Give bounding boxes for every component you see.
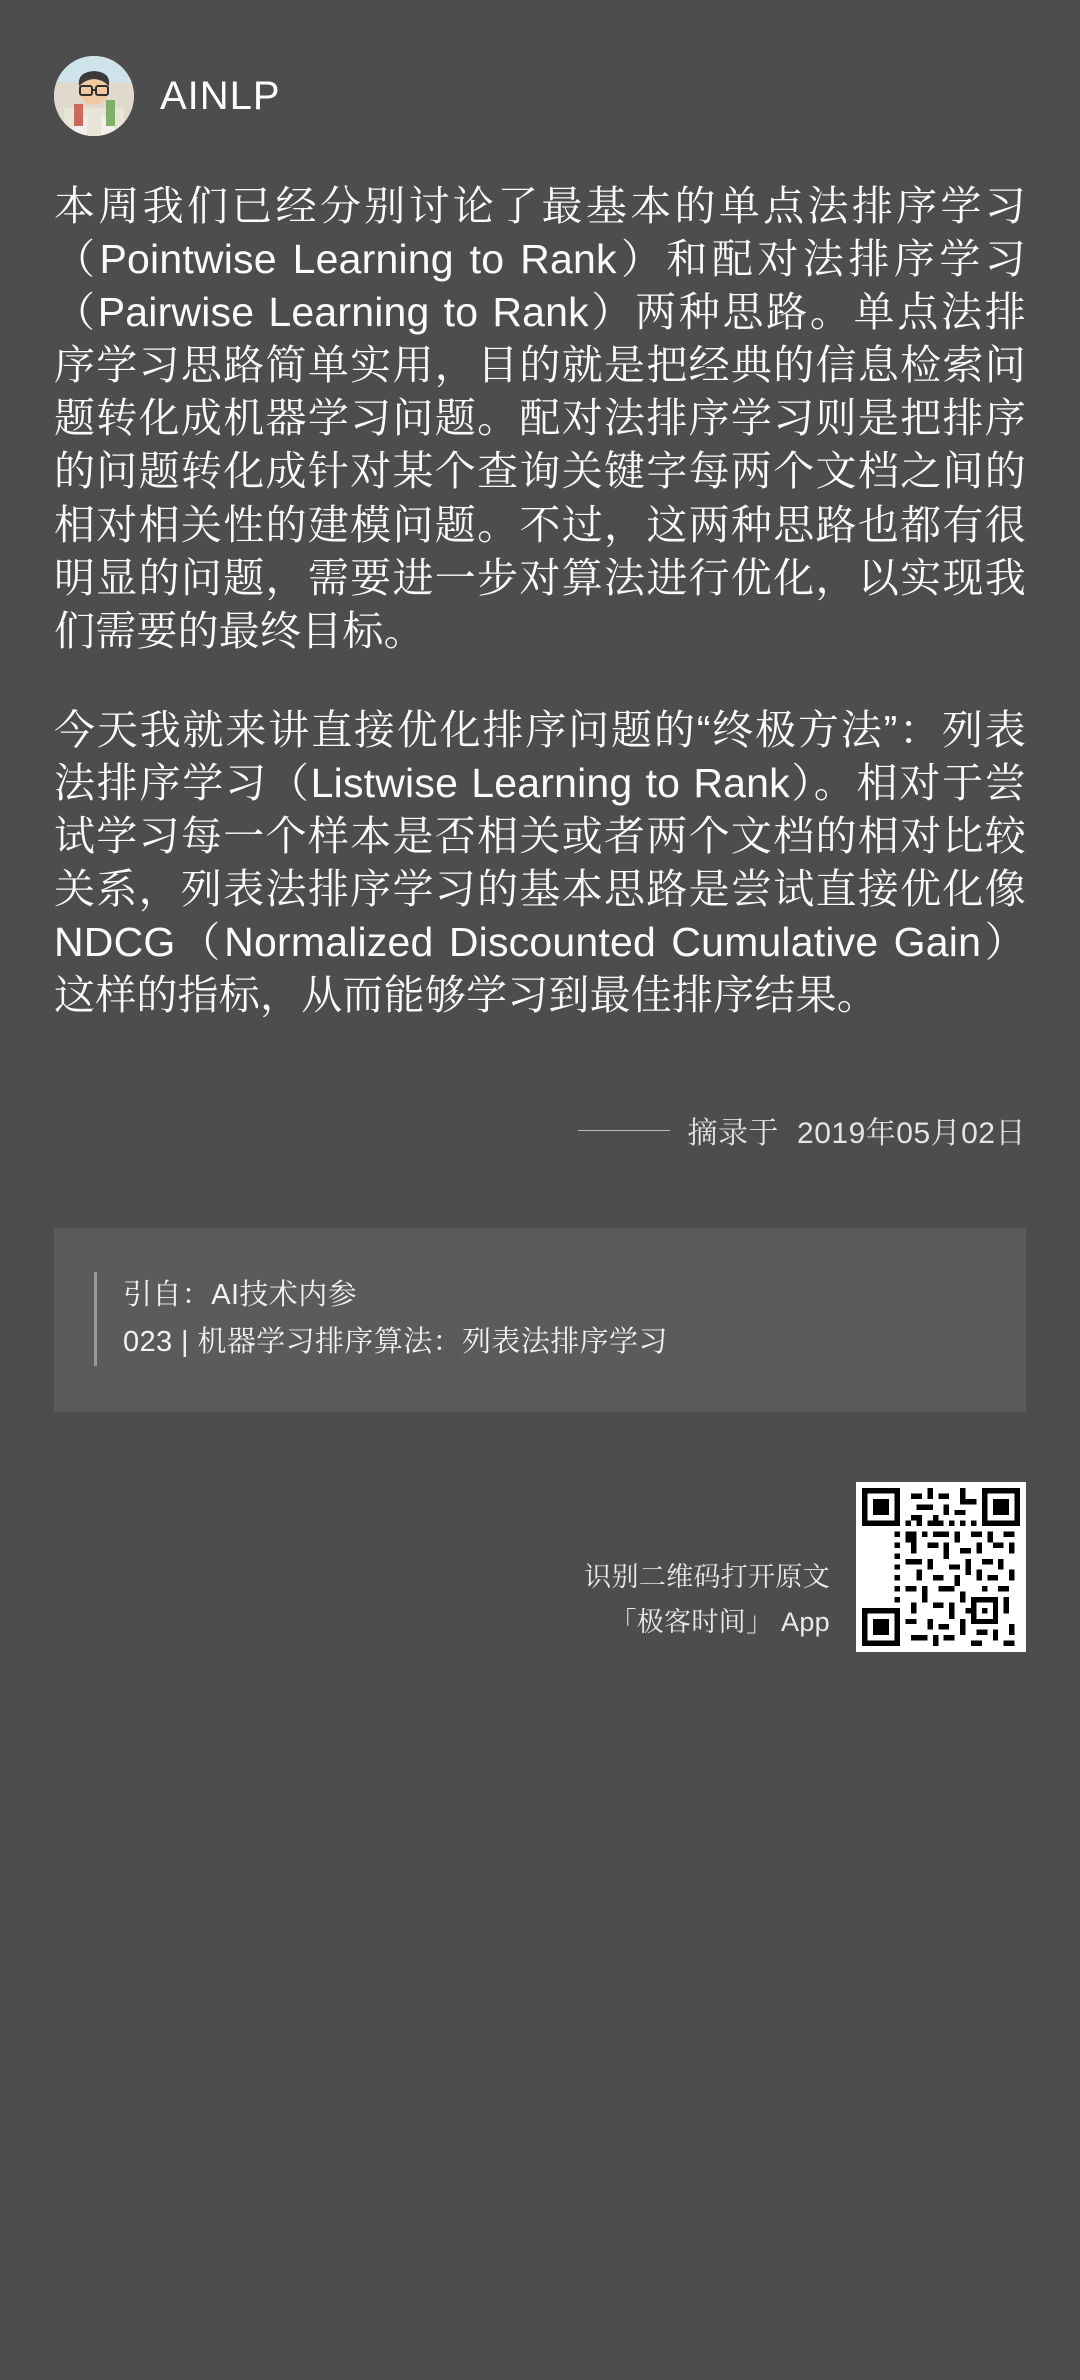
footer (54, 1482, 1026, 1652)
article-paragraph: 今天我就来讲直接优化排序问题的“终极方法”：列表法排序学习（Listwise Learning to Rank）。相对于尝试学习每一个样本是否相关或者两个文档的相对比较关系，列表法排序学习的基本思路是尝试直接优化像 NDCG（Normalized Discounted Cumulative Gain）这样的指标，从而能够学习到最佳排序结果。 (54, 706, 1026, 1019)
quote-source: 引自：AI技术内参 (123, 1279, 358, 1312)
source-date: 2019年05月02日 (797, 1117, 1026, 1151)
source-label: 摘录于 (687, 1117, 780, 1151)
qr-code[interactable] (856, 1482, 1026, 1652)
scan-hint: 识别二维码打开原文 (584, 1562, 830, 1593)
user-avatar[interactable] (54, 56, 134, 136)
quote-inner (94, 1272, 986, 1366)
quote-box (54, 1228, 1026, 1412)
app-name: 「极客时间」 App (609, 1606, 830, 1637)
quote-title: 023 | 机器学习排序算法：列表法排序学习 (123, 1326, 668, 1359)
author-name: AINLP (160, 74, 281, 118)
divider-dash (578, 1130, 670, 1131)
footer-text (584, 1555, 830, 1652)
article-paragraph: 本周我们已经分别讨论了最基本的单点法排序学习（Pointwise Learning to Rank）和配对法排序学习（Pairwise Learning to Rank）两种思路。单点法排序学习思路简单实用，目的就是把经典的信息检索问题转化成机器学习问题。配对法排序学习则是把排序的问题转化成针对某个查询关键字每两个文档之间的相对相关性的建模问题。不过，这两种思路也都有很明显的问题，需要进一步对算法进行优化，以实现我们需要的最终目标。 (54, 183, 1026, 654)
article-header (54, 56, 1026, 136)
source-line (54, 1108, 1026, 1152)
